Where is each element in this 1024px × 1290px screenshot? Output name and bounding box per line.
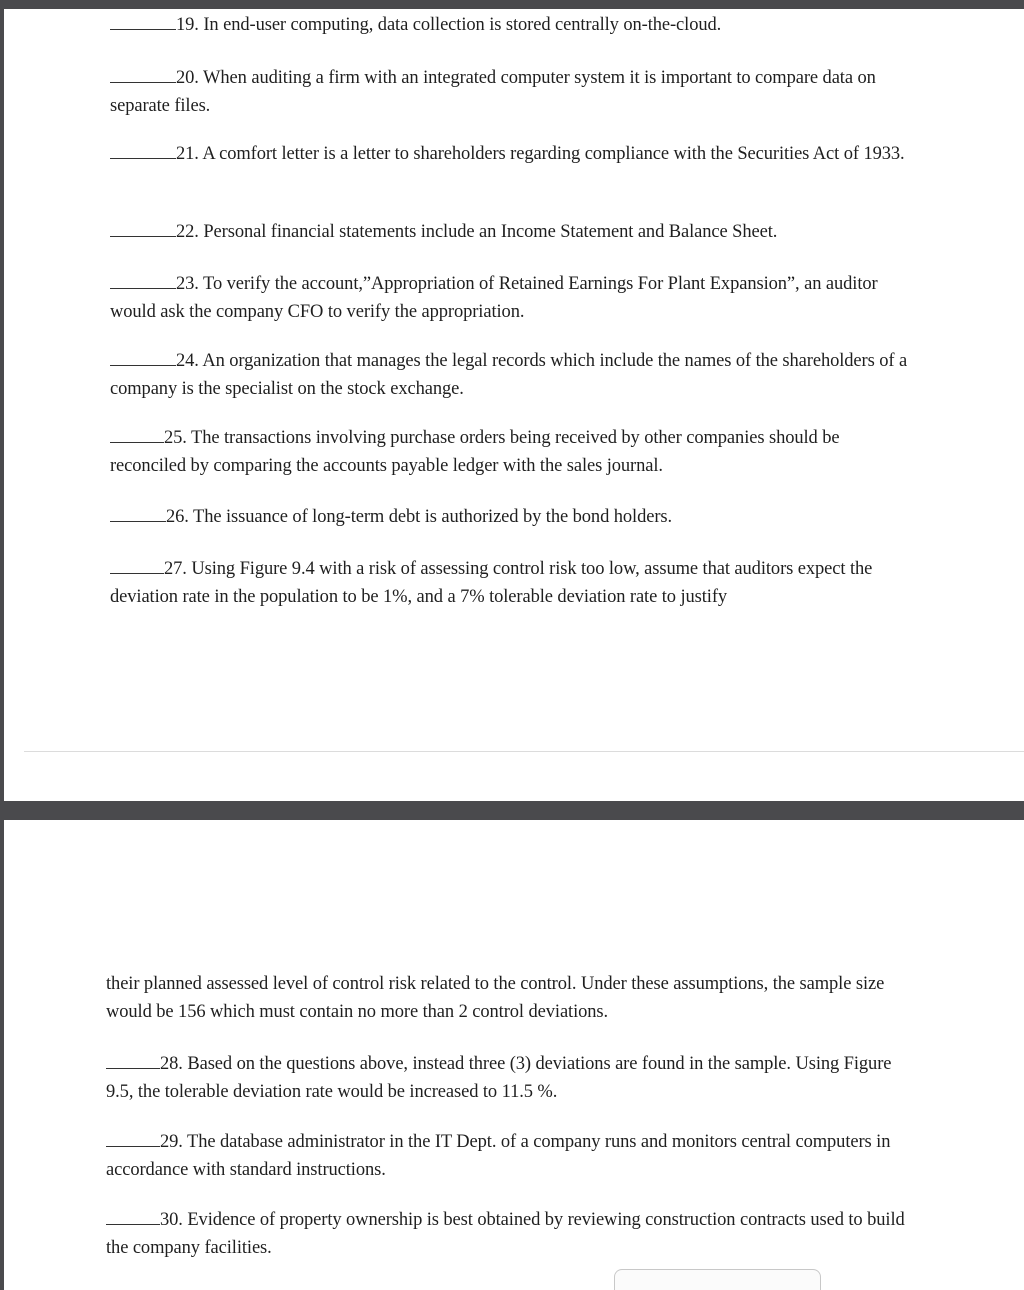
question-number: 26. (166, 507, 189, 527)
document-page-2 (4, 820, 1024, 1290)
question-27 (110, 555, 910, 611)
continuation-text: their planned assessed level of control risk related to the control. Under these assumptions, the sample size would be 156 which must contain no more than 2 control deviations. (106, 974, 885, 1022)
question-25 (110, 424, 910, 480)
question-29 (106, 1128, 906, 1184)
question-number: 29. (160, 1132, 183, 1152)
answer-blank[interactable] (110, 15, 176, 30)
question-text: A comfort letter is a letter to shareholders regarding compliance with the Securities Act of 1933. (202, 144, 905, 164)
question-number: 27. (164, 559, 187, 579)
question-24 (110, 347, 910, 403)
answer-blank[interactable] (110, 144, 176, 159)
answer-blank[interactable] (110, 428, 164, 443)
question-number: 21. (176, 144, 199, 164)
answer-blank[interactable] (110, 274, 176, 289)
question-21 (110, 140, 910, 168)
question-number: 28. (160, 1054, 183, 1074)
question-27-continuation (106, 970, 906, 1026)
answer-blank[interactable] (110, 68, 176, 83)
answer-blank[interactable] (106, 1210, 160, 1225)
question-text: To verify the account,”Appropriation of Retained Earnings For Plant Expansion”, an auditor would ask the company CFO to verify the appropriation. (110, 274, 878, 322)
question-number: 24. (176, 351, 199, 371)
question-text: Personal financial statements include an Income Statement and Balance Sheet. (203, 222, 778, 242)
answer-blank[interactable] (106, 1132, 160, 1147)
question-text: Evidence of property ownership is best obtained by reviewing construction contracts used to build the company facilities. (106, 1210, 905, 1258)
question-number: 25. (164, 428, 187, 448)
document-page-1 (4, 9, 1024, 801)
question-number: 22. (176, 222, 199, 242)
question-23 (110, 270, 910, 326)
answer-blank[interactable] (106, 1054, 160, 1069)
question-20 (110, 64, 910, 120)
question-19 (110, 11, 910, 39)
question-text: The transactions involving purchase orders being received by other companies should be reconciled by comparing the accounts payable ledger with the sales journal. (110, 428, 840, 476)
question-number: 23. (176, 274, 199, 294)
question-number: 20. (176, 68, 199, 88)
question-22 (110, 218, 910, 246)
question-28 (106, 1050, 906, 1106)
question-text: An organization that manages the legal records which include the names of the shareholders of a company is the specialist on the stock exchange. (110, 351, 908, 399)
answer-blank[interactable] (110, 559, 164, 574)
question-text: The issuance of long-term debt is authorized by the bond holders. (193, 507, 673, 527)
page-divider-line (24, 751, 1024, 752)
answer-blank[interactable] (110, 507, 166, 522)
question-text: The database administrator in the IT Dept. of a company runs and monitors central computers in accordance with standard instructions. (106, 1132, 891, 1180)
question-text: Based on the questions above, instead three (3) deviations are found in the sample. Using Figure 9.5, the tolerable deviation rate would be increased to 11.5 %. (106, 1054, 892, 1102)
overlay-tab[interactable] (614, 1269, 821, 1290)
question-26 (110, 503, 910, 531)
question-text: In end-user computing, data collection is stored centrally on-the-cloud. (203, 15, 722, 35)
question-number: 19. (176, 15, 199, 35)
question-text: When auditing a firm with an integrated computer system it is important to compare data on separate files. (110, 68, 876, 116)
question-text: Using Figure 9.4 with a risk of assessing control risk too low, assume that auditors expect the deviation rate in the population to be 1%, and a 7% tolerable deviation rate to justify (110, 559, 873, 607)
question-number: 30. (160, 1210, 183, 1230)
question-30 (106, 1206, 906, 1262)
answer-blank[interactable] (110, 351, 176, 366)
answer-blank[interactable] (110, 222, 176, 237)
